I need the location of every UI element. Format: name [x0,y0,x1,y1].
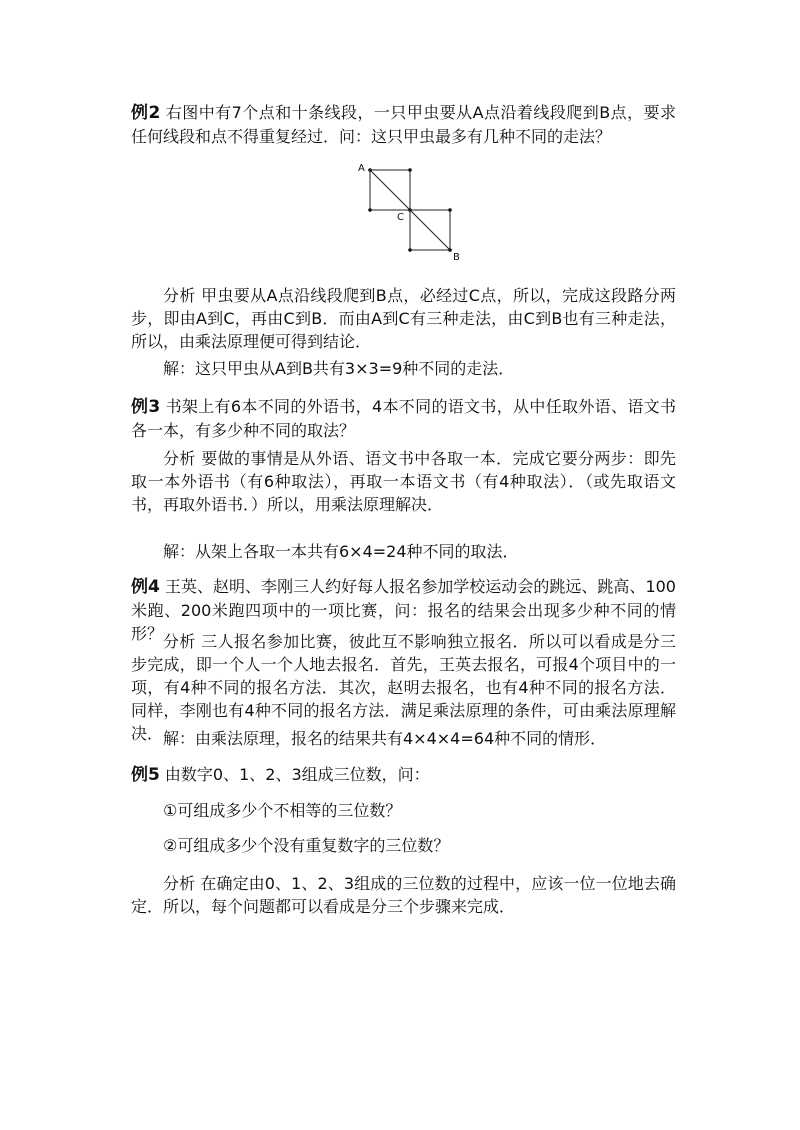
example-2-solution: 解：这只甲虫从A到B共有3×3=9种不同的走法． [163,359,515,378]
example-4-question-text: 王英、赵明、李刚三人约好每人报名参加学校运动会的跳远、跳高、100米跑、200米跑四项中的一项比赛，问：报名的结果会出现多少种不同的情形？ [131,577,676,643]
example-5-label: 例5 [131,765,160,785]
example-5-question-text: 由数字0、1、2、3组成三位数，问： [159,765,430,784]
beetle-path-figure-svg [350,155,470,270]
example-4-label: 例4 [131,577,160,597]
point-right-dot [448,208,452,212]
point-a-label: A [358,163,365,174]
example-5-subquestion-1: ①可组成多少个不相等的三位数？ [163,801,402,820]
example-3-question [131,395,676,442]
example-2-analysis: 分析 甲虫要从A点沿线段爬到B点，必经过C点，所以，完成这段路分两步，即由A到C，再由C到B．而由A到C有三种走法，由C到B也有三种走法，所以，由乘法原理便可得到结论． [131,286,676,351]
example-3-label: 例3 [131,397,161,417]
point-c-label: C [397,212,404,223]
example-5-analysis: 分析 在确定由0、1、2、3组成的三位数的过程中，应该一位一位地去确定．所以，每个问题都可以看成是分三个步骤来完成． [131,874,676,916]
example-5-subquestion-2: ②可组成多少个没有重复数字的三位数？ [163,836,450,855]
example-3-analysis: 分析 要做的事情是从外语、语文书中各取一本．完成它要分两步：即先取一本外语书（有6种取法），再取一本语文书（有4种取法）．（或先取语文书，再取外语书．）所以，用乘法原理解决． [131,449,676,514]
example-3-solution: 解：从架上各取一本共有6×4=24种不同的取法． [163,542,519,561]
example-4-solution: 解：由乘法原理，报名的结果共有4×4×4=64种不同的情形． [163,729,607,748]
example-2-question-text: 右图中有7个点和十条线段，一只甲虫要从A点沿着线段爬到B点，要求任何线段和点不得重复经过．问：这只甲虫最多有几种不同的走法？ [131,103,676,146]
example-5-question [131,763,676,787]
example-2-label: 例2 [131,103,161,123]
point-bottom-dot [408,248,412,252]
example-4-analysis: 分析 三人报名参加比赛，彼此互不影响独立报名．所以可以看成是分三步完成，即一个人一个人地去报名．首先，王英去报名，可报4个项目中的一项，有4种不同的报名方法．其次，赵明去报名，也有4种不同的报名方法．同样，李刚也有4种不同的报名方法．满足乘法原理的条件，可由乘法原理解决． [131,632,676,743]
beetle-path-figure [350,155,470,270]
example-3-question-text: 书架上有6本不同的外语书，4本不同的语文书，从中任取外语、语文书各一本，有多少种不同的取法？ [131,397,676,440]
point-b-dot [448,248,452,252]
point-left-dot [368,208,372,212]
example-2-question [131,101,676,148]
point-top-right-dot [408,168,412,172]
point-b-label: B [453,252,460,263]
point-c-dot [408,208,412,212]
point-a-dot [368,168,372,172]
